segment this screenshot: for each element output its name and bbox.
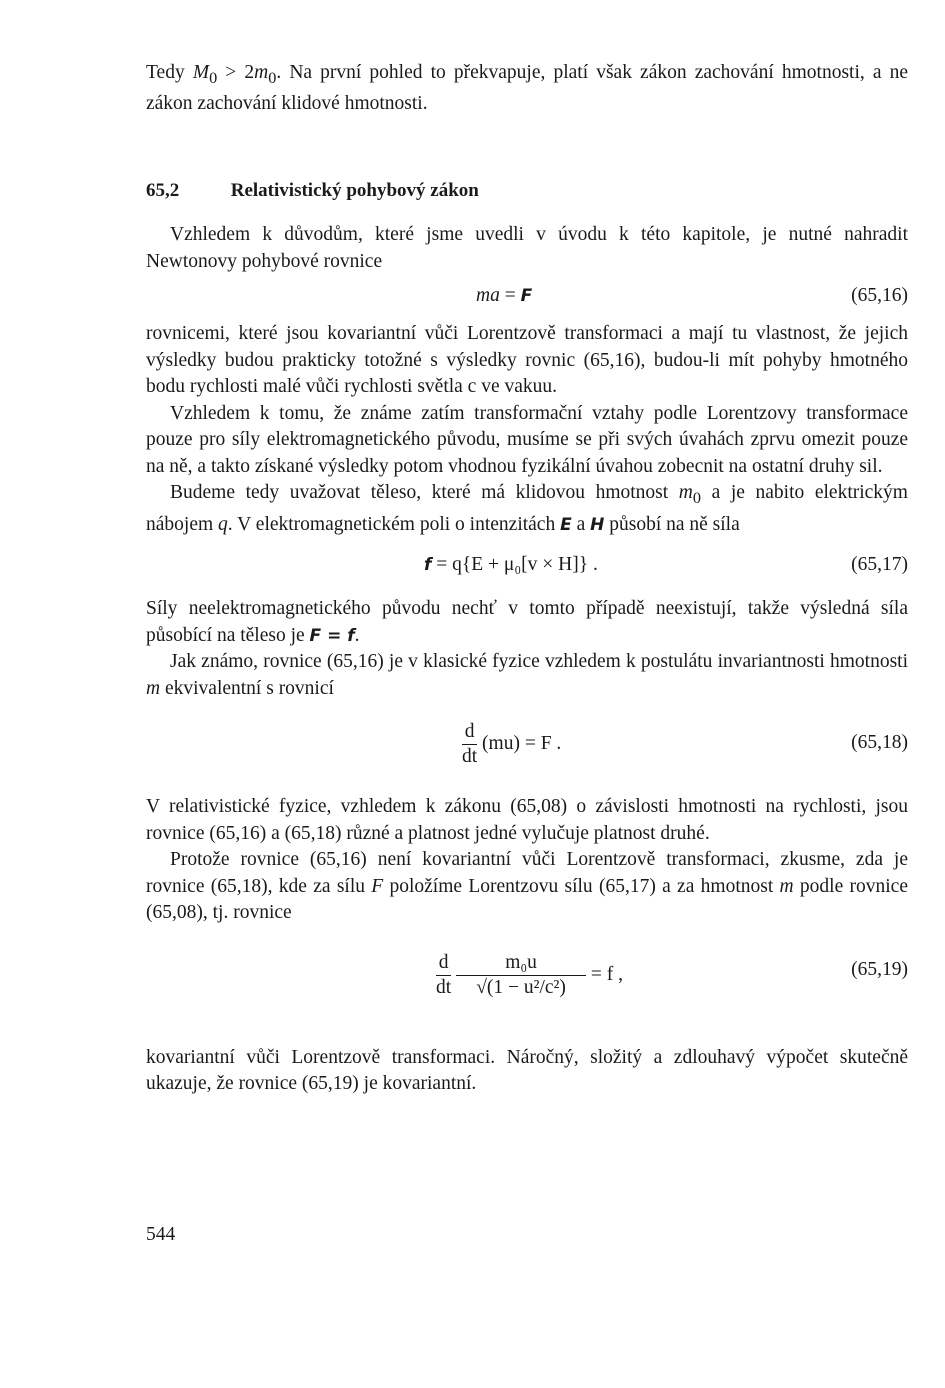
page-body xyxy=(146,60,908,1098)
page-number: 544 xyxy=(146,1224,176,1245)
paragraph-7: V relativistické fyzice, vzhledem k zákonu (65,08) o závislosti hmotnosti na rychlosti, jsou rovnice (65,16) a (65,18) různé a platnost jedné vylučuje platnost druhé. xyxy=(146,796,908,844)
paragraph-6: Jak známo, rovnice (65,16) je v klasické fyzice vzhledem k postulátu invariantnosti hmotnosti m ekvivalentní s rovnicí xyxy=(146,651,908,699)
equation-number: (65,19) xyxy=(851,958,908,980)
equation-65-16: ma = F (65,16) xyxy=(146,275,908,321)
equation-number: (65,18) xyxy=(851,732,908,754)
equation-65-18: $\frac{d}{dt}$ (mu) = F . (65,18) xyxy=(462,721,908,768)
equation-65-17: f = q{E + μ₀[v × H]} . (65,17) xyxy=(146,538,908,596)
equation-number: (65,16) xyxy=(851,285,908,307)
paragraph-4: Budeme tedy uvažovat těleso, které má klidovou hmotnost $m_0$ a je nabito elektrickým nábojem q. V elektromagnetickém poli o intenzitách E a H působí na ně síla xyxy=(146,482,908,535)
paragraph-2: rovnicemi, které jsou kovariantní vůči Lorentzově transformaci a mají tu vlastnost, že jejich výsledky budou prakticky totožné s výsledky rovnic (65,16), budou-li mít pohyby hmotného bodu rychlosti malé vůči rychlosti světla c ve vakuu. xyxy=(146,323,908,398)
section-title: Relativistický pohybový zákon xyxy=(230,179,479,201)
paragraph-3: Vzhledem k tomu, že známe zatím transformační vztahy podle Lorentzovy transformace pouze pro síly elektromagnetického původu, musíme se při svých úvahách zprvu omezit pouze na ně, a takto získané výsledky potom vhodnou fyzikální úvahou zobecnit na ostatní druhy sil. xyxy=(146,402,908,477)
paragraph-1: Vzhledem k důvodům, které jsme uvedli v úvodu k této kapitole, je nutné nahradit Newtonovy pohybové rovnice xyxy=(146,224,908,272)
section-number: 65,2 xyxy=(146,179,180,201)
paragraph-8: Protože rovnice (65,16) není kovariantní vůči Lorentzově transformaci, zkusme, zda je rovnice (65,18), kde za sílu F položíme Lorentzovu sílu (65,17) a za hmotnost m podle rovnice (65,08), tj. rovnice xyxy=(146,849,908,924)
equation-65-19: $\frac{d}{dt}$ $\frac{\text{m₀u}}{\text{√(1 − u²/c²)}}$ = f , (65,19) xyxy=(436,951,908,998)
paragraph-9: kovariantní vůči Lorentzově transformaci. Náročný, složitý a zdlouhavý výpočet skutečně ukazuje, že rovnice (65,19) je kovariantní. xyxy=(146,1046,908,1095)
intro-paragraph: Tedy $M_0 > 2m_0$. Na první pohled to překvapuje, platí však zákon zachování hmotnosti, a ne zákon zachování klidové hmotnosti. xyxy=(146,62,908,115)
paragraph-5: Síly neelektromagnetického původu nechť v tomto případě neexistují, takže výsledná síla působící na těleso je F = f. xyxy=(146,598,908,646)
section-heading xyxy=(146,178,908,205)
equation-number: (65,17) xyxy=(851,554,908,576)
